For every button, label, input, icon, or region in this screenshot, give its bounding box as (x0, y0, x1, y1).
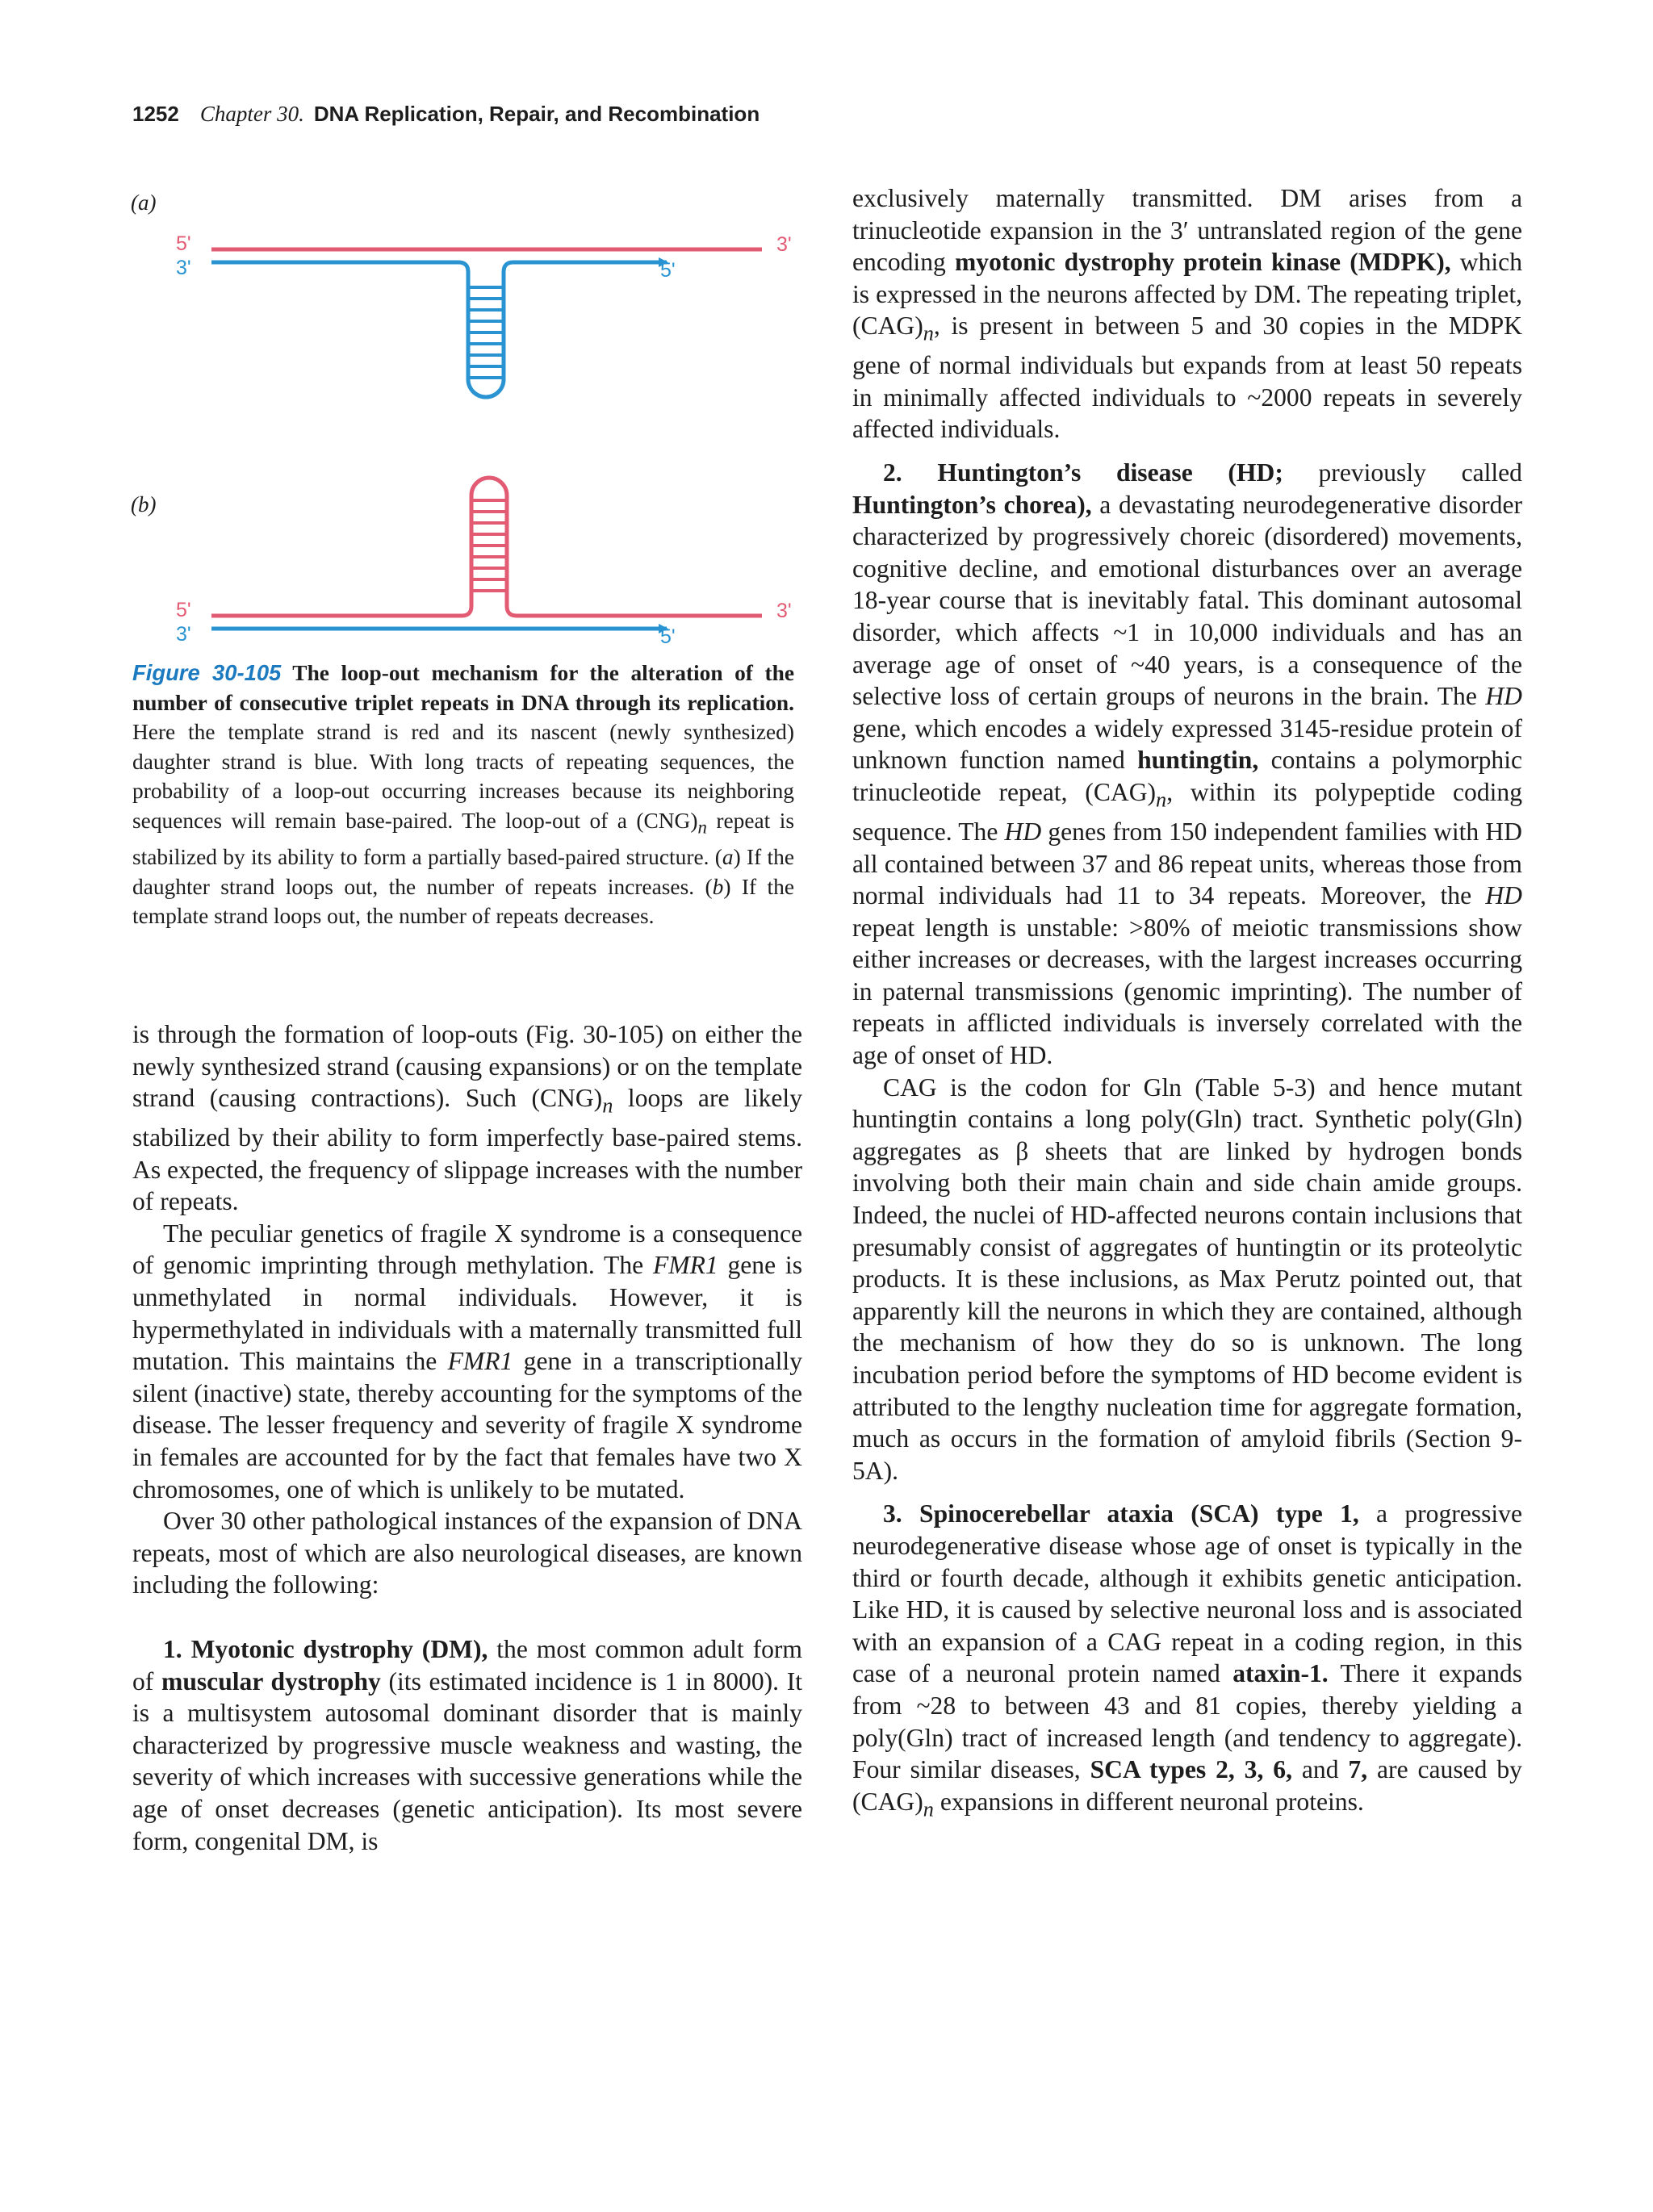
panel-b-top-left-label: 5' (176, 599, 191, 621)
bold-term: 7, (1348, 1755, 1368, 1784)
bold-term: ataxin-1. (1232, 1659, 1329, 1688)
text-run: are caused by (CAG) (852, 1755, 1522, 1816)
gene-name: HD (1485, 881, 1522, 910)
caption-text: ) If the daughter strand loops out, the number of repeats increases. ( (132, 845, 794, 899)
chapter-label: Chapter 30. (199, 102, 304, 126)
caption-title: The loop-out mechanism for the alteration of the number of consecutive triplet repeats in DNA through its replication. (132, 661, 794, 715)
text-run: exclusively maternally transmitted. DM arises from a trinucleotide expansion in the 3′ untranslated region of the gene encoding (852, 184, 1522, 277)
paragraph: Over 30 other pathological instances of the expansion of DNA repeats, most of which are also neurological diseases, are known including the following: (132, 1507, 802, 1599)
paragraph (132, 1018, 802, 1218)
text-run: There it expands from ~28 to between 43 and 81 copies, thereby yielding a poly(Gln) tract of increased length (and tendency to aggregate). Four similar diseases, (852, 1659, 1522, 1784)
text-run: a progressive neurodegenerative disease whose age of onset is typically in the third or fourth decade, although it exhibits genetic anticipation. Like HD, it is caused by selective neuronal loss and is associated with an expansion of a CAG repeat in a coding region, in this case of a neuronal protein named (852, 1499, 1522, 1688)
subscript-n: n (923, 1797, 934, 1821)
text-run: genes from 150 independent families with HD all contained between 37 and 86 repeat units, whereas those from normal individuals had 11 to 34 repeats. Moreover, the (852, 817, 1522, 910)
text-run: (its estimated incidence is 1 in 8000). It is a multisystem autosomal dominant disorder that is mainly characterized by progressive muscle weakness and wasting, the severity of which increases with successive generations while the age of onset decreases (genetic anticipation). Its most severe form, congenital DM, is (132, 1666, 803, 1855)
bold-term: 2. Huntington’s disease (HD; (883, 458, 1283, 487)
gene-name: FMR1 (652, 1251, 718, 1280)
bold-term: Huntington’s chorea), (852, 490, 1092, 519)
chapter-title: DNA Replication, Repair, and Recombination (313, 102, 760, 126)
bold-term: 3. Spinocerebellar ataxia (SCA) type 1, (883, 1499, 1359, 1528)
list-item-spinocerebellar-ataxia (852, 1498, 1522, 1825)
text-run: a devastating neurodegenerative disorder characterized by progressively choreic (disordered) movements, cognitive decline, and emotional disturbances over an average 18-year course that is inevitably fatal. This dominant autosomal disorder, which affects ~1 in 10,000 individuals and has an average age of onset of ~40 years, is a consequence of the selective loss of certain groups of neurons in the brain. The (852, 490, 1522, 711)
panel-a-bottom-left-label: 3' (176, 257, 191, 279)
panel-a-top-right-label: 3' (776, 233, 792, 256)
text-run: which is expressed in the neurons affected by DM. The repeating triplet, (CAG) (852, 248, 1522, 341)
paragraph (132, 1218, 802, 1505)
panel-b (176, 478, 792, 648)
text-run: loops are likely stabilized by their ability to form imperfectly base-paired stems. As expected, the frequency of slippage increases with the number of repeats. (132, 1084, 802, 1216)
subscript-n: n (923, 321, 934, 345)
text-run: gene in a transcriptionally silent (inactive) state, thereby accounting for the symptoms of the disease. The lesser frequency and severity of fragile X syndrome in females are accounted for by the fact that females have two X chromosomes, one of which is unlikely to be mutated. (132, 1347, 802, 1503)
bold-term: SCA types 2, 3, 6, (1090, 1755, 1292, 1784)
caption-ref-a: a (722, 845, 734, 870)
panel-b-bottom-left-label: 3' (176, 623, 191, 646)
panel-b-label: (b) (131, 492, 157, 516)
page-number: 1252 (132, 102, 179, 126)
bold-term: muscular dystrophy (161, 1666, 381, 1696)
gene-name: HD (1485, 682, 1522, 711)
text-run: and (1291, 1755, 1349, 1784)
bold-term: myotonic dystrophy protein kinase (MDPK), (954, 248, 1451, 277)
text-run: , within its polypeptide coding sequence. The (852, 778, 1522, 846)
text-run: contains a polymorphic trinucleotide repeat, (CAG) (852, 746, 1522, 806)
caption-ref-b: b (712, 874, 724, 899)
text-run: gene is unmethylated in normal individuals. However, it is hypermethylated in individuals with a maternally transmitted full mutation. This maintains the (132, 1251, 802, 1376)
paragraph: CAG is the codon for Gln (Table 5-3) and hence mutant huntingtin contains a long poly(Gln) tract. Synthetic poly(Gln) aggregates as β sheets that are linked by hydrogen bonds involving both their main chain and side chain amide groups. Indeed, the nuclei of HD-affected neurons contain inclusions that presumably consist of aggregates of huntingtin or its proteolytic products. It is these inclusions, as Max Perutz pointed out, that apparently kill the neurons in which they are contained, although the mechanism of how they do so is unknown. The long incubation period before the symptoms of HD become evident is attributed to the lengthy nucleation time for aggregate formation, much as occurs in the formation of amyloid fibrils (Section 9-5A). (852, 1073, 1522, 1485)
bold-term: huntingtin, (1137, 746, 1259, 775)
left-column (132, 1018, 802, 1857)
right-column (852, 182, 1522, 1825)
panel-a-bottom-right-label: 5' (660, 259, 676, 282)
caption-subscript-n: n (697, 817, 707, 838)
text-run: The peculiar genetics of fragile X syndrome is a consequence of genomic imprinting through methylation. The (132, 1219, 802, 1280)
caption-text: Here the template strand is red and its nascent (newly synthesized) daughter strand is blue. With long tracts of repeating sequences, the probability of a loop-out occurring increases because its neighboring sequences will remain base-paired. The loop-out of a (CNG) (132, 720, 794, 833)
panel-b-top-right-label: 3' (776, 600, 792, 622)
text-run: previously called (1283, 458, 1522, 487)
panel-a-top-left-label: 5' (176, 232, 191, 255)
figure-caption (132, 659, 794, 931)
subscript-n: n (602, 1093, 613, 1118)
loop-a-rungs (468, 287, 504, 378)
caption-text: repeat is stabilized by its ability to form a partially based-paired structure. ( (132, 808, 794, 870)
panel-b-bottom-right-label: 5' (660, 625, 676, 648)
paragraph (852, 182, 1522, 445)
subscript-n: n (1156, 788, 1167, 812)
loop-b-rungs (471, 500, 507, 591)
text-run: expansions in different neuronal proteins. (933, 1787, 1364, 1816)
daughter-strand-a (211, 262, 667, 397)
list-item-myotonic-dystrophy (132, 1633, 802, 1857)
text-run: gene, which encodes a widely expressed 3145-residue protein of unknown function named (852, 713, 1522, 775)
bold-term: 1. Myotonic dystrophy (DM), (163, 1635, 488, 1663)
caption-text: ) If the template strand loops out, the number of repeats decreases. (132, 874, 794, 929)
text-run: the most common adult form of (132, 1635, 802, 1696)
panel-a-label: (a) (131, 190, 157, 215)
text-run: , is present in between 5 and 30 copies in the MDPK gene of normal individuals but expands from at least 50 repeats in minimally affected individuals to ~2000 repeats in severely affected individuals. (852, 312, 1522, 444)
panel-a (176, 232, 792, 397)
text-run: repeat length is unstable: >80% of meiotic transmissions show either increases or decreases, with the largest increases occurring in paternal transmissions (genomic imprinting). The number of repeats in afflicted individuals is inversely correlated with the age of onset of HD. (852, 913, 1522, 1070)
gene-name: HD (1004, 817, 1042, 846)
figure-number: Figure 30-105 (132, 660, 282, 685)
list-item-huntingtons-disease (852, 457, 1522, 1072)
text-run: is through the formation of loop-outs (Fig. 30-105) on either the newly synthesized strand (causing expansions) or on the template strand (causing contractions). Such (CNG) (132, 1020, 802, 1113)
gene-name: FMR1 (447, 1347, 513, 1376)
